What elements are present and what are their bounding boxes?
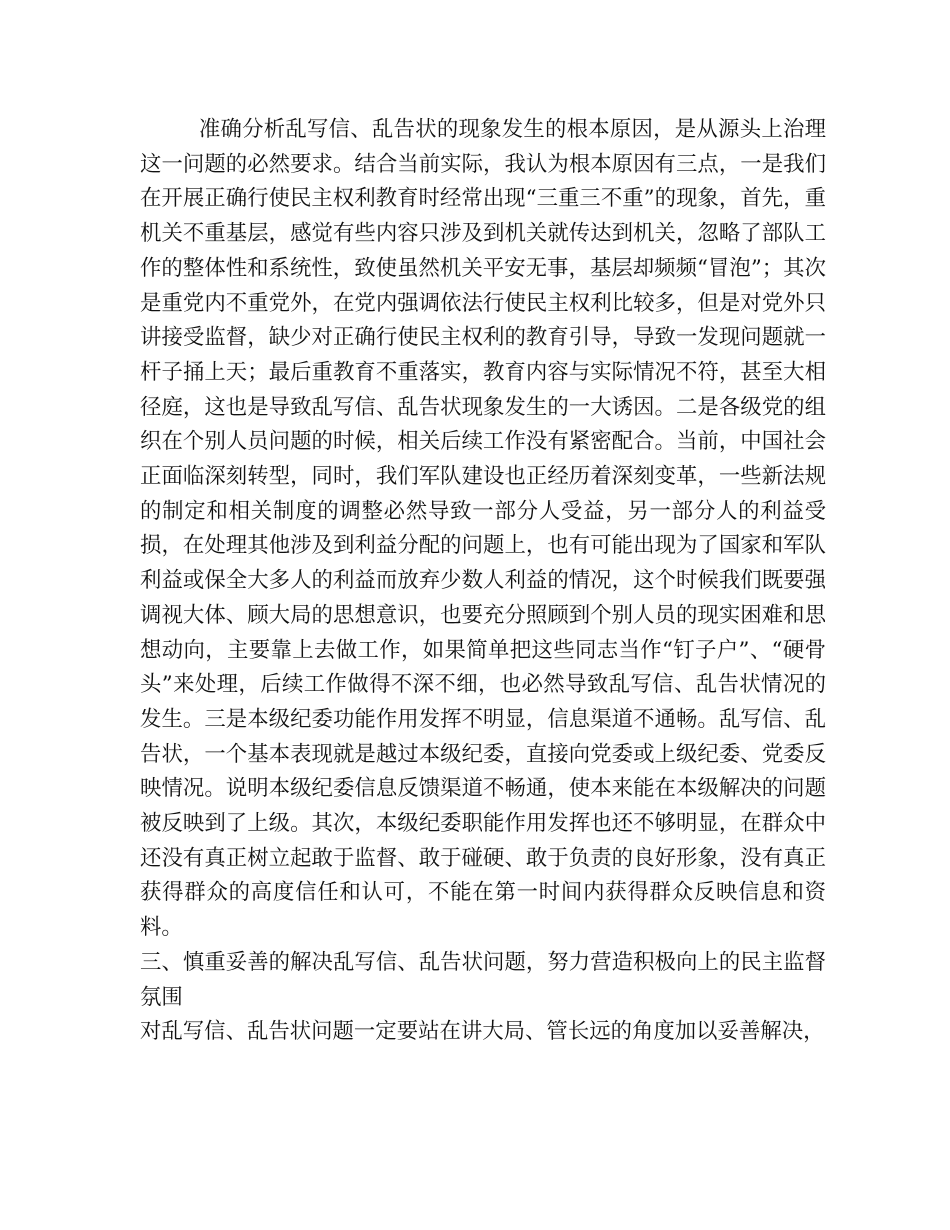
body-paragraph-causes: 准确分析乱写信、乱告状的现象发生的根本原因，是从源头上治理这一问题的必然要求。结合当前实际，我认为根本原因有三点，一是我们在开展正确行使民主权利教育时经常出现“三重三不重”的现象，首先，重机关不重基层，感觉有些内容只涉及到机关就传达到机关，忽略了部队工作的整体性和系统性，致使虽然机关平安无事，基层却频频“冒泡”；其次是重党内不重党外，在党内强调依法行使民主权利比较多，但是对党外只讲接受监督，缺少对正确行使民主权利的教育引导，导致一发现问题就一杆子捅上天；最后重教育不重落实，教育内容与实际情况不符，甚至大相径庭，这也是导致乱写信、乱告状现象发生的一大诱因。二是各级党的组织在个别人员问题的时候，相关后续工作没有紧密配合。当前，中国社会正面临深刻转型，同时，我们军队建设也正经历着深刻变革，一些新法规的制定和相关制度的调整必然导致一部分人受益，另一部分人的利益受损，在处理其他涉及到利益分配的问题上，也有可能出现为了国家和军队利益或保全大多人的利益而放弃少数人利益的情况，这个时候我们既要强调视大体、顾大局的思想意识，也要充分照顾到个别人员的现实困难和思想动向，主要靠上去做工作，如果简单把这些同志当作“钉子户”、“硬骨头”来处理，后续工作做得不深不细，也必然导致乱写信、乱告状情况的发生。三是本级纪委功能作用发挥不明显，信息渠道不通畅。乱写信、乱告状，一个基本表现就是越过本级纪委，直接向党委或上级纪委、党委反映情况。说明本级纪委信息反馈渠道不畅通，使本来能在本级解决的问题被反映到了上级。其次，本级纪委职能作用发挥也还不够明显，在群众中还没有真正树立起敢于监督、敢于碰硬、敢于负责的良好形象，没有真正获得群众的高度信任和认可，不能在第一时间内获得群众反映信息和资料。 <box>140 117 826 941</box>
body-paragraph-resolution: 对乱写信、乱告状问题一定要站在讲大局、管长远的角度加以妥善解决， <box>140 1019 825 1045</box>
document-body <box>140 113 826 1050</box>
section-heading-three: 三、慎重妥善的解决乱写信、乱告状问题，努力营造积极向上的民主监督氛围 <box>140 949 826 1010</box>
